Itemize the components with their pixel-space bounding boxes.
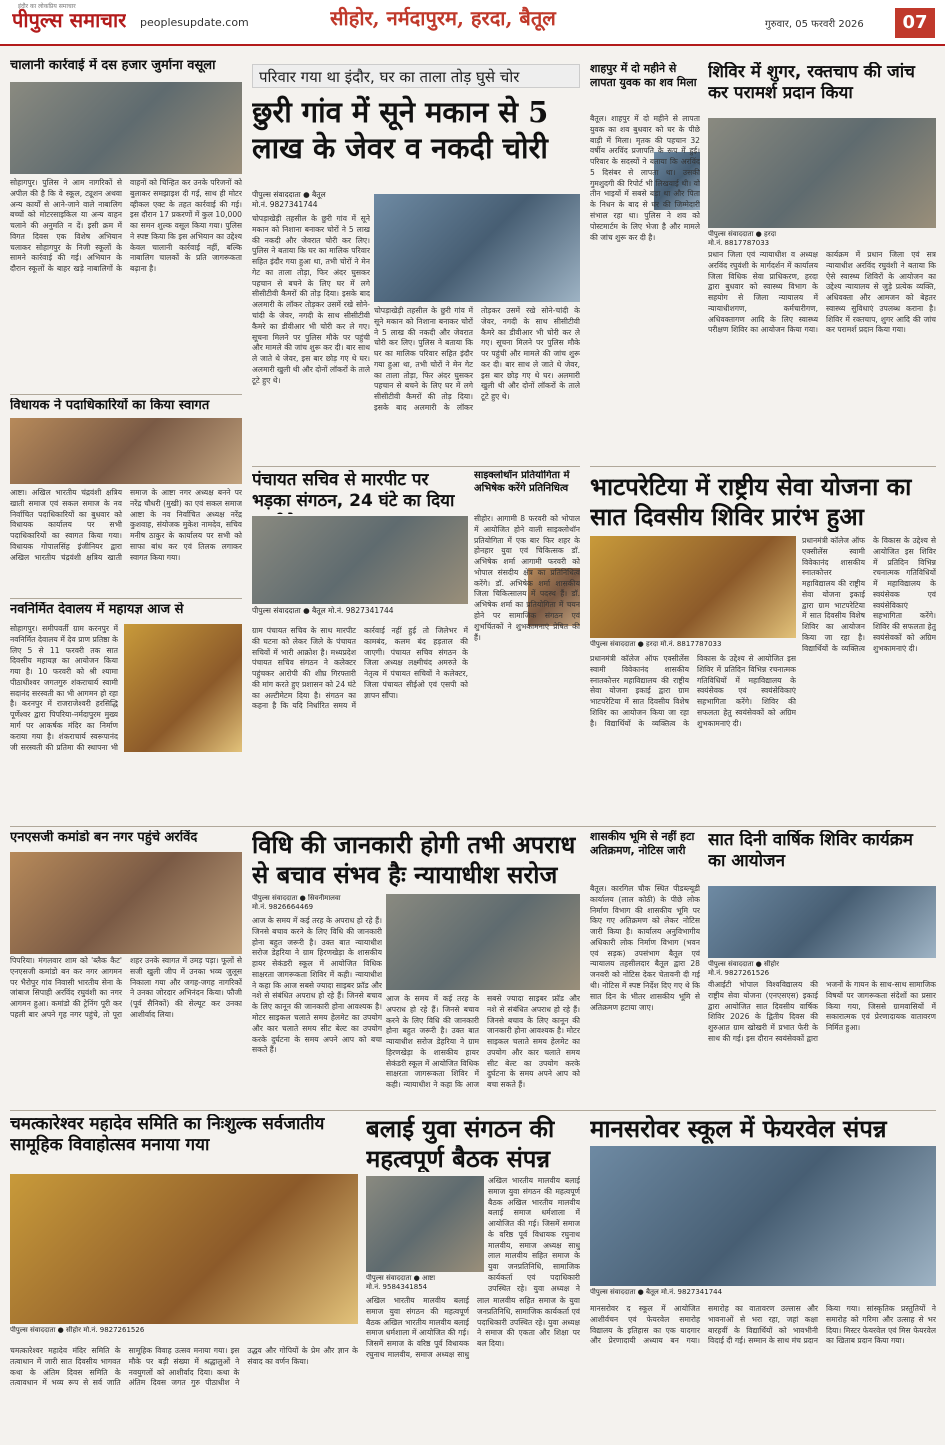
a12-body: बैतूल। कारगिल चौक स्थित पीडब्ल्यूडी कार्यालय (लाल कोठी) के पीछे लोक निर्माण विभाग की शासकीय भूमि पर किए गए अतिक्रमण को लेकर नोटिस जारी किया है। कार्यालय अनुविभागीय अधिकारी लोक निर्माण विभाग (भवन एवं सड़क) उपसंभाग बैतूल एवं न्यायालय तहसीलदार बैतूल द्वारा 28 जनवरी को नोटिस देकर चेतावनी दी गई थी। नोटिस में स्पष्ट निर्देश दिए गए थे कि सात दिन के भीतर शासकीय भूमि से अतिक्रमण हटाया जाए। bbox=[590, 884, 700, 1012]
a4-body: प्रधान जिला एवं न्यायाधीश व अध्यक्ष अरविंद रघुवंशी के मार्गदर्शन में कार्यालय जिला विधिक सेवा प्राधिकरण, हरदा द्वारा बुधवार को स्वास्थ्य विभाग के सहयोग से जिला न्यायालय में न्यायाधीशगण, कर्मचारीगण, अधिवक्तागण आदि के लिए स्वास्थ्य परीक्षण शिविर का आयोजन किया गया। कार्यक्रम में प्रधान जिला एवं सत्र न्यायाधीश अरविंद रघुवंशी ने बताया कि ऐसे स्वास्थ्य शिविरों के आयोजन का उद्देश्य न्यायालय से जुड़े प्रत्येक व्यक्ति, अधिवक्ता और आमजन को बेहतर स्वास्थ्य सुविधाएं उपलब्ध कराना है। शिविर में रक्तचाप, शुगर आदि की जांच कर परामर्श प्रदान किया गया। bbox=[708, 250, 936, 335]
a8-body-left: प्रधानमंत्री कॉलेज ऑफ एक्सीलेंस स्वामी विवेकानंद शासकीय स्नातकोत्तर महाविद्यालय की राष्ट्रीय सेवा योजना इकाई द्वारा ग्राम भाटपरेटिया में सात दिवसीय विशेष शिविर का आयोजन किया जा रहा है। विद्यार्थियों के व्यक्तित्व के विकास के उद्देश्य से आयोजित इस शिविर में प्रतिदिन विभिन्न रचनात्मक गतिविधियों में महाविद्यालय के स्वयंसेवक एवं स्वयंसेविकाएं सहभागिता करेंगे। शिविर की सफलता हेतु स्वयंसेवकों को अग्रिम शुभकामनाएं दी। bbox=[590, 654, 796, 728]
a11-body-right: आज के समय में कई तरह के अपराध हो रहे हैं। जिनसे बचाव करने के लिए विधि की जानकारी होना बहुत जरूरी है। उक्त बात न्यायाधीश सरोज डेहरिया ने ग्राम हिरणखेड़ा के शासकीय हायर सेकंडरी स्कूल में आयोजित विधिक साक्षरता जागरूकता शिविर में कही। न्यायाधीश ने कहा कि आज सबसे ज्यादा साइबर फ्रॉड और नशे से संबंधित अपराध हो रहे हैं। जिनसे बचाव के लिए कानून की जानकारी होना आवश्यक है। मोटर साइकल चलाते समय हेलमेट का उपयोग और कार चलाते समय सीट बेल्ट का उपयोग करके दुर्घटना के समय अपने आप को बचा सकते हैं। bbox=[386, 994, 580, 1090]
a9-body-col1: सोहागपुर। समीपवर्ती ग्राम करनपुर में नवनिर्मित देवालय में देव प्राण प्रतिष्ठा के लिए 5 से 11 फरवरी तक सात दिवसीय महायज्ञ का आयोजन किया गया है। 10 फरवरी को श्री श्यामा पीठाधीश्वर जगतगुरु शंकराचार्य स्वामी सदानंद सरस्वती का भी आगमन हो रहा है। करनपुर में राजराजेश्वरी हरसिद्धि पूर्णेश्वर द्वारा पिपरिया-नर्मदापुरम मुख्य मार्ग पर आकर्षक मंदिर का निर्माण कराया गया है। शंकराचार्य स्वरूपानंद जी सरस्वती की प्रतिमा की स्थापना भी bbox=[10, 624, 118, 752]
a9-headline: नवनिर्मित देवालय में महायज्ञ आज से bbox=[10, 602, 184, 617]
a1-photo bbox=[10, 82, 242, 174]
a5-headline: विधायक ने पदाधिकारियों का किया स्वागत bbox=[10, 398, 210, 413]
a4-headline: शिविर में शुगर, रक्तचाप की जांच कर परामर्श प्रदान किया bbox=[708, 62, 915, 104]
a10-photo bbox=[10, 852, 242, 954]
newspaper-logo: पीपुल्स समाचार bbox=[12, 8, 127, 32]
a2-body-right: चोपड़ाखेड़ी तहसील के छुरी गांव में सूने मकान को निशाना बनाकर चोरों ने 5 लाख की नकदी और जेवरात चोरी कर लिए। पुलिस ने बताया कि घर का मालिक परिवार सहित इंदौर गया हुआ था, तभी चोरों ने मेन गेट का ताला तोड़ा, फिर अंदर घुसकर पहचान से बचने के लिए घर में लगे सीसीटीवी कैमरों की तोड़ दिया। इसके बाद अलमारी के लॉकर तोड़कर उसमें रखे सोने-चांदी के जेवर, नगदी के साथ सीसीटीवी कैमरे का डीवीआर भी चोरी कर ले गए। सूचना मिलने पर पुलिस मौके पर पहुंची और मामले की जांच शुरू कर दी। बार साथ ले जाते थे जेवर, इस बार छोड़ गए थे घर। अलमारी खुली थी और दोनों लॉकरों के ताले टूटे हुए थे। bbox=[374, 306, 580, 413]
a6-headline: पंचायत सचिव से मारपीट पर भड़का संगठन, 24 घंटे का दिया bbox=[252, 470, 455, 512]
a1-body: सोहागपुर। पुलिस ने आम नागरिकों से अपील की है कि वे स्कूल, ट्यूशन अथवा अन्य कार्यों से आने-जाने वाले नाबालिग बच्चों को मोटरसाइकिल या अन्य वाहन चलाने की अनुमति न दें। इसी क्रम में विगत दिवस एक विशेष अभियान चलाकर सोहागपुर के निजी स्कूलों के सामने कार्रवाई की गई। अभियान के दौरान स्कूलों के बाहर खड़े नाबालिगों के वाहनों को चिन्हित कर उनके परिजनों को बुलाकर समझाइश दी गई, साथ ही मोटर व्हीकल एक्ट के तहत कार्रवाई की गई। इस दौरान 17 प्रकरणों में कुल 10,000 का समन शुल्क वसूल किया गया। पुलिस ने स्पष्ट किया कि इस अभियान का उद्देश्य केवल चालानी कार्रवाई नहीं, बल्कि नाबालिग चालकों के प्रति जागरूकता बढ़ाना है। bbox=[10, 178, 242, 274]
a5-photo bbox=[10, 418, 242, 484]
a2-byline: पीपुल्स संवाददाता ● बैतूल मो.नं. 9827341744 bbox=[252, 190, 326, 209]
divider bbox=[10, 1110, 936, 1111]
a13-byline: पीपुल्स संवाददाता ● सीहोर मो.नं. 9827261526 bbox=[708, 960, 779, 977]
a2-photo bbox=[374, 194, 580, 302]
a8-byline: पीपुल्स संवाददाता ● हरदा मो.नं. 8817787033 bbox=[590, 640, 722, 648]
a16-photo bbox=[590, 1146, 936, 1286]
a8-headline: भाटपरेटिया में राष्ट्रीय सेवा योजना का सात दिवसीय शिविर प्रारंभ हुआ bbox=[590, 472, 912, 531]
a2-body-left: चोपड़ाखेड़ी तहसील के छुरी गांव में सूने मकान को निशाना बनाकर चोरों ने 5 लाख की नकदी और जेवरात चोरी कर लिए। पुलिस ने बताया कि घर का मालिक परिवार सहित इंदौर गया हुआ था, तभी चोरों ने मेन गेट का ताला तोड़ा, फिर अंदर घुसकर पहचान से बचने के लिए घर में लगे सीसीटीवी कैमरों की तोड़ दिया। इसके बाद अलमारी के लॉकर तोड़कर उसमें रखे सोने-चांदी के जेवर, नगदी के साथ सीसीटीवी कैमरे का डीवीआर भी चोरी कर ले गए। सूचना मिलने पर पुलिस मौके पर पहुंची और मामले की जांच शुरू कर दी। बार साथ ले जाते थे जेवर, इस बार छोड़ गए थे घर। अलमारी खुली थी और दोनों लॉकरों के ताले टूटे हुए थे। bbox=[252, 214, 370, 385]
a8-body-right: प्रधानमंत्री कॉलेज ऑफ एक्सीलेंस स्वामी विवेकानंद शासकीय स्नातकोत्तर महाविद्यालय की राष्ट्रीय सेवा योजना इकाई द्वारा ग्राम भाटपरेटिया में सात दिवसीय विशेष शिविर का आयोजन किया जा रहा है। विद्यार्थियों के व्यक्तित्व के विकास के उद्देश्य से आयोजित इस शिविर में प्रतिदिन विभिन्न रचनात्मक गतिविधियों में महाविद्यालय के स्वयंसेवक एवं स्वयंसेविकाएं सहभागिता करेंगे। शिविर की सफलता हेतु स्वयंसेवकों को अग्रिम शुभकामनाएं दी। bbox=[802, 536, 936, 653]
a14-body: चमत्कारेश्वर महादेव मंदिर समिति के तत्वाधान में जारी सात दिवसीय भागवत कथा के अंतिम दिवस समिति के तत्वावधान में भव्य रूप से सर्व जाति सामूहिक विवाह उत्सव मनाया गया। इस मौके पर बड़ी संख्या में श्रद्धालुओं ने नवयुगलों को आशीर्वाद दिया। कथा के अंतिम दिवस जगत गुरु पीठाधीश ने उद्धव और गोपियों के प्रेम और ज्ञान के संवाद का वर्णन किया। bbox=[10, 1346, 358, 1388]
a11-byline: पीपुल्स संवाददाता ● सिवनीमालवा मो.नं. 9826664469 bbox=[252, 894, 341, 911]
a8-photo bbox=[590, 536, 796, 638]
region-title: सीहोर, नर्मदापुरम, हरदा, बैतूल bbox=[330, 6, 556, 30]
a3-headline: शाहपुर में दो महीने से लापता युवक का शव मिला bbox=[590, 62, 697, 89]
a5-body: आष्टा। अखिल भारतीय चंद्रवंशी क्षत्रिय खाती समाज एवं सकल समाज के नव निर्वाचित पदाधिकारियों का बुधवार को विधायक कार्यालय पर सभी पदाधिकारियों का स्वागत किया गया। विधायक गोपालसिंह इंजीनियर द्वारा अखिल भारतीय चंद्रवंशी क्षत्रिय खाती समाज के आष्टा नगर अध्यक्ष बनने पर नरेंद्र चौधरी (मुखी) का एवं सकल समाज आष्टा के नव निर्वाचित अध्यक्ष नरेंद्र कुशवाह, संयोजक मुकेश नामदेव, सचिव मनीष ठाकुर के कार्यालय पर सभी को साफा बांध कर एवं तिलक लगाकर स्वागत किया गया। bbox=[10, 488, 242, 562]
a15-body-left: अखिल भारतीय मालवीय बलाई समाज युवा संगठन की महत्वपूर्ण बैठक अखिल भारतीय मालवीय बलाई समाज धर्मशाला में आयोजित की गई। जिसमें समाज के वरिष्ठ पूर्व विधायक रघुनाथ मालवीय, समाज अध्यक्ष साधु लाल मालवीय सहित समाज के युवा जनप्रतिनिधि, सामाजिक कार्यकर्ता एवं पदाधिकारी उपस्थित रहे। युवा अध्यक्ष ने समाज की एकता और शिक्षा पर बल दिया। bbox=[366, 1296, 580, 1359]
a4-byline: पीपुल्स संवाददाता ● हरदा मो.नं. 8817787033 bbox=[708, 230, 777, 247]
a11-body-left: आज के समय में कई तरह के अपराध हो रहे हैं। जिनसे बचाव करने के लिए विधि की जानकारी होना बहुत जरूरी है। उक्त बात न्यायाधीश सरोज डेहरिया ने ग्राम हिरणखेड़ा के शासकीय हायर सेकंडरी स्कूल में आयोजित विधिक साक्षरता जागरूकता शिविर में कही। न्यायाधीश ने कहा कि आज सबसे ज्यादा साइबर फ्रॉड और नशे से संबंधित अपराध हो रहे हैं। जिनसे बचाव के लिए कानून की जानकारी होना आवश्यक है। मोटर साइकल चलाते समय हेलमेट का उपयोग और कार चलाते समय सीट बेल्ट का उपयोग करके दुर्घटना के समय अपने आप को बचा सकते हैं। bbox=[252, 916, 382, 1055]
divider bbox=[590, 466, 936, 467]
a13-photo bbox=[708, 886, 936, 958]
a11-photo bbox=[386, 894, 580, 990]
a14-photo bbox=[10, 1174, 358, 1324]
a14-headline: चमत्कारेश्वर महादेव समिति का निःशुल्क सर्वजातीय सामूहिक विवाहोत्सव मनाया गया bbox=[10, 1114, 325, 1156]
a7-headline: साइक्लोथॉन प्रतियोगिता में अभिषेक करेंगे प्रतिनिधित्व bbox=[474, 470, 570, 494]
a12-headline: शासकीय भूमि से नहीं हटा अतिक्रमण, नोटिस जारी bbox=[590, 830, 695, 857]
a13-body: वीआईटी भोपाल विश्वविद्यालय की राष्ट्रीय सेवा योजना (एनएसएस) इकाई द्वारा आयोजित सात दिवसीय वार्षिक शिविर 2026 के द्वितीय दिवस की शुरुआत ग्राम खोखरी में प्रभात फेरी के साथ की गई। इस दौरान स्वयंसेवकों द्वारा भजनों के गायन के साथ-साथ सामाजिक विषयों पर जागरूकता संदेशों का प्रसार किया गया, जिससे ग्रामवासियों में सकारात्मक एवं प्रेरणादायक वातावरण निर्मित हुआ। bbox=[708, 980, 936, 1043]
a2-headline: छुरी गांव में सूने मकान से 5 लाख के जेवर व नकदी चोरी bbox=[252, 95, 549, 166]
a6-byline: पीपुल्स संवाददाता ● बैतूल मो.नं. 9827341744 bbox=[252, 606, 394, 615]
tagline: इंदौर का लोकप्रिय समाचार bbox=[18, 3, 76, 10]
issue-date: गुरुवार, 05 फरवरी 2026 bbox=[765, 19, 864, 30]
a1-headline: चालानी कार्रवाई में दस हजार जुर्माना वसूला bbox=[10, 58, 216, 73]
a16-byline: पीपुल्स संवाददाता ● बैतूल मो.नं. 9827341744 bbox=[590, 1288, 723, 1296]
a10-body: पिपरिया। मंगलवार शाम को 'ब्लैक कैट' एनएसजी कमांडो बन कर नगर आगमन पर भैरोपुर गांव निवासी भारतीय सेना के जांबाज सिपाही अरविंद रघुवंशी का नगर आगमन हुआ। कमांडो की ट्रेनिंग पूरी कर पहली बार अपने गृह नगर पहुंचे, तो पूरा शहर उनके स्वागत में उमड़ पड़ा। फूलों से सजी खुली जीप में उनका भव्य जुलूस निकाला गया और जगह-जगह नागरिकों ने उनका जोरदार अभिनंदन किया। फौजी (पूर्व सैनिकों) की सेल्यूट कर उनका आशीर्वाद लिया। bbox=[10, 956, 242, 1019]
a15-byline: पीपुल्स संवाददाता ● आष्टा मो.नं. 9584341854 bbox=[366, 1274, 436, 1291]
a13-headline: सात दिनी वार्षिक शिविर कार्यक्रम का आयोजन bbox=[708, 830, 913, 872]
a16-body: मानसरोवर द स्कूल में आयोजित आशीर्वचन एवं फेयरवेल समारोह विद्यालय के इतिहास का एक यादगार और प्रेरणादायी अध्याय बन गया। समारोह का वातावरण उल्लास और भावनाओं से भरा रहा, जहां कक्षा बारहवीं के विद्यार्थियों को भावभीनी विदाई दी गई। सम्मान के साथ मंच प्रदान किया गया। सांस्कृतिक प्रस्तुतियों ने समारोह को गरिमा और उत्साह से भर दिया। मिस्टर फेयरवेल एवं मिस फेयरवेल का खिताब प्रदान किया गया। bbox=[590, 1304, 936, 1346]
divider bbox=[252, 466, 580, 467]
divider bbox=[10, 394, 242, 395]
a15-headline: बलाई युवा संगठन की महत्वपूर्ण बैठक संपन्न bbox=[366, 1114, 555, 1172]
a6-photo bbox=[252, 516, 468, 604]
a15-body-right: अखिल भारतीय मालवीय बलाई समाज युवा संगठन की महत्वपूर्ण बैठक अखिल भारतीय मालवीय बलाई समाज धर्मशाला में आयोजित की गई। जिसमें समाज के वरिष्ठ पूर्व विधायक रघुनाथ मालवीय, समाज अध्यक्ष साधु लाल मालवीय सहित समाज के युवा जनप्रतिनिधि, सामाजिक कार्यकर्ता एवं पदाधिकारी उपस्थित रहे। युवा अध्यक्ष ने bbox=[488, 1176, 580, 1293]
a4-photo bbox=[708, 118, 936, 228]
a2-kicker: परिवार गया था इंदौर, घर का ताला तोड़ घुसे चोर bbox=[252, 64, 580, 88]
a10-headline: एनएसजी कमांडो बन नगर पहुंचे अरविंद bbox=[10, 830, 198, 845]
a14-byline: पीपुल्स संवाददाता ● सीहोर मो.नं. 9827261526 bbox=[10, 1326, 145, 1334]
masthead bbox=[0, 0, 945, 46]
website[interactable]: peoplesupdate.com bbox=[140, 16, 249, 29]
page-number: 07 bbox=[895, 8, 935, 38]
a11-headline: विधि की जानकारी होगी तभी अपराध से बचाव संभव हैः न्यायाधीश सरोज bbox=[252, 830, 576, 889]
a6-body: ग्राम पंचायत सचिव के साथ मारपीट की घटना को लेकर जिले के पंचायत सचिवों में भारी आक्रोश है। मध्यप्रदेश पंचायत सचिव संगठन ने कलेक्टर पहुंचकर आरोपी की शीघ्र गिरफ्तारी की मांग करते हुए प्रशासन को 24 घंटे का अल्टीमेटम दिया है। संगठन का कहना है कि यदि निर्धारित समय में कार्रवाई नहीं हुई तो जिलेभर में कामबंद, कलम बंद हड़ताल की जाएगी। पंचायत सचिव संगठन के जिला अध्यक्ष लक्ष्मीचंद अमरुते के नेतृत्व में पंचायत सचिवों ने कलेक्टर, जिला पंचायत सीईओ एवं एसपी को ज्ञापन सौंपा। bbox=[252, 626, 468, 711]
divider bbox=[10, 826, 936, 827]
a9-photo-temple bbox=[124, 624, 242, 752]
a16-headline: मानसरोवर स्कूल में फेयरवेल संपन्न bbox=[590, 1114, 887, 1143]
a3-body: बैतूल। शाहपुर में दो महीने से लापता युवक का शव बुधवार को घर के पीछे बाड़ी में मिला। मृतक की पहचान 32 वर्षीय अरविंद प्रजापति के रूप में हुई। परिवार के सदस्यों ने बताया कि अरविंद 5 दिसंबर से लापता था। उसकी गुमशुदगी की रिपोर्ट भी लिखवाई थी। वो तीन भाइयों में सबसे बड़ा था और पिता के निधन के बाद से घर की जिम्मेदारी संभाल रहा था। पुलिस ने शव को पोस्टमार्टम के लिए भेजा है और मामले की जांच शुरू कर दी है। bbox=[590, 114, 700, 242]
a15-photo bbox=[366, 1176, 484, 1272]
a7-body: सीहोर। आगामी 8 फरवरी को भोपाल में आयोजित होने वाली साइक्लोथॉन प्रतियोगिता में एक बार फिर शहर के होनहार युवा एवं चिकित्सक डॉ. अभिषेक शर्मा आगामी फरवरी को भोपाल संसदीय क्षेत्र का प्रतिनिधित्व करेंगे। डॉ. अभिषेक शर्मा शासकीय जिला चिकित्सालय में पदस्थ हैं। डॉ. अभिषेक शर्मा का प्रतियोगिता में चयन होने पर सामाजिक संगठन एवं शुभचिंतकों ने शुभकामनाएं प्रेषित की हैं। bbox=[474, 514, 580, 642]
divider bbox=[10, 598, 242, 599]
